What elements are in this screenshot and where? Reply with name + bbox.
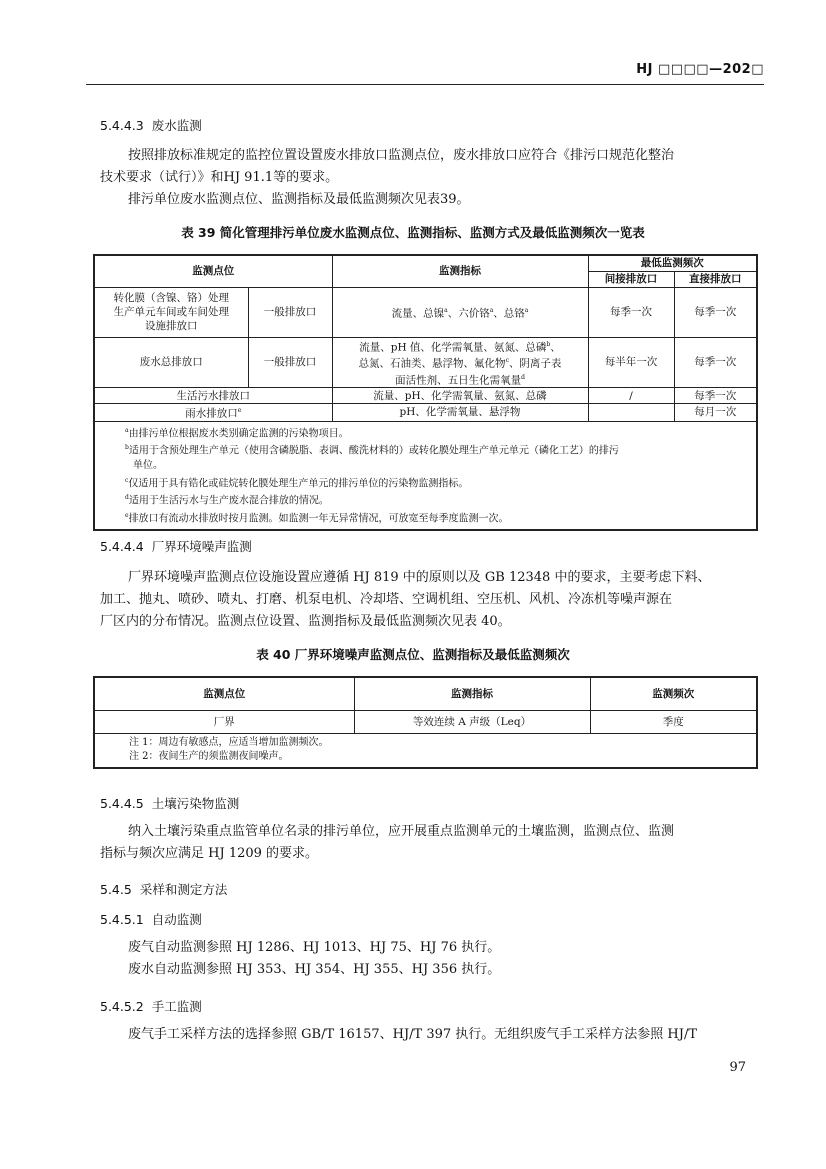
cell-direct: 每月一次 xyxy=(674,404,757,422)
page-number: 97 xyxy=(729,1060,746,1075)
section-heading-5445 xyxy=(100,794,239,812)
cell-direct: 每季一次 xyxy=(674,287,757,337)
paragraph-line: 厂区内的分布情况。监测点位设置、监测指标及最低监测频次见表 40。 xyxy=(100,614,511,629)
paragraph-line: 按照排放标准规定的监控位置设置废水排放口监测点位，废水排放口应符合《排污口规范化整治 xyxy=(128,148,675,163)
section-title: 自动监测 xyxy=(151,912,202,927)
table-row xyxy=(94,388,757,404)
cell-indirect xyxy=(588,404,674,422)
footnote-e: $^e$排放口有流动水排放时按月监测。如监测一年无异常情况，可放宽至每季度监测一次。 xyxy=(125,512,509,525)
paragraph-soil xyxy=(100,821,750,865)
cell-indirect: 每半年一次 xyxy=(588,337,674,388)
col-header-indicator: 监测指标 xyxy=(332,255,588,287)
paragraph-manual-monitoring xyxy=(100,1024,750,1046)
section-heading-5451 xyxy=(100,910,202,928)
section-title: 厂界环境噪声监测 xyxy=(151,539,252,554)
footnote-b: $^b$适用于含预处理生产单元（使用含磷脱脂、表调、酸洗材料的）或转化膜处理生产单元单元（磷化工艺）的排污 单位。 xyxy=(125,444,619,472)
col-header-direct: 直接排放口 xyxy=(674,271,757,287)
paragraph-line: 厂界环境噪声监测点位设施设置应遵循 HJ 819 中的原则以及 GB 12348 中的要求，主要考虑下料、 xyxy=(128,570,711,585)
col-header-indirect: 间接排放口 xyxy=(588,271,674,287)
table-40 xyxy=(93,676,758,769)
footnote-c: $^c$仅适用于具有锆化或硅烷转化膜处理生产单元的排污单位的污染物监测指标。 xyxy=(125,476,469,489)
table-40-notes xyxy=(94,733,757,768)
paragraph-line: 废气自动监测参照 HJ 1286、HJ 1013、HJ 75、HJ 76 执行。 xyxy=(128,940,501,955)
paragraph-line: 排污单位废水监测点位、监测指标及最低监测频次见表39。 xyxy=(128,192,470,207)
note-2: 注 2：夜间生产的须监测夜间噪声。 xyxy=(129,751,289,762)
table-row xyxy=(94,287,757,337)
note-1: 注 1：周边有敏感点，应适当增加监测频次。 xyxy=(129,736,329,748)
cell-indicator xyxy=(332,287,588,337)
footnote-mark: e xyxy=(237,407,242,414)
footnote-mark: c xyxy=(505,357,509,364)
table-row xyxy=(94,337,757,388)
paragraph-line: 纳入土壤污染重点监管单位名录的排污单位，应开展重点监测单元的土壤监测，监测点位、监测 xyxy=(128,824,675,839)
cell-point: 厂界 xyxy=(94,710,354,733)
cell-indicator: pH、化学需氧量、悬浮物 xyxy=(332,404,588,422)
table-39-notes xyxy=(94,421,757,530)
cell-point xyxy=(94,287,248,337)
cell-type: 一般排放口 xyxy=(248,287,332,337)
col-header-freq: 监测频次 xyxy=(590,677,757,710)
paragraph-line: 指标与频次应满足 HJ 1209 的要求。 xyxy=(100,846,319,861)
table-notes-row xyxy=(94,733,757,768)
table-row xyxy=(94,404,757,422)
section-title: 土壤污染物监测 xyxy=(151,796,240,811)
col-header-indicator: 监测指标 xyxy=(354,677,590,710)
footnote-mark: a xyxy=(524,306,529,314)
paragraph-line: 加工、抛丸、喷砂、喷丸、打磨、机泵电机、冷却塔、空调机组、空压机、风机、冷冻机等噪声源在 xyxy=(100,592,673,607)
section-title: 废水监测 xyxy=(151,118,202,133)
cell-indirect: / xyxy=(588,388,674,404)
section-number: 5.4.4.4 xyxy=(100,539,144,554)
cell-direct: 每季一次 xyxy=(674,388,757,404)
paragraph-line: 废水自动监测参照 HJ 353、HJ 354、HJ 355、HJ 356 执行。 xyxy=(128,962,501,977)
paragraph-wastewater-points xyxy=(100,145,750,211)
footnote-mark: a xyxy=(444,306,448,314)
cell-line: 设施排放口 xyxy=(145,320,198,332)
col-header-freq: 最低监测频次 xyxy=(588,255,757,271)
section-heading-5444 xyxy=(100,537,252,555)
table-40-caption: 表 40 厂界环境噪声监测点位、监测指标及最低监测频次 xyxy=(256,647,570,662)
cell-text: 流量、总镍 xyxy=(391,307,445,320)
cell-text: 总氮、石油类、悬浮物、氟化物 xyxy=(358,357,506,370)
cell-indicator: 等效连续 A 声级（Leq） xyxy=(354,710,590,733)
table-39-caption: 表 39 简化管理排污单位废水监测点位、监测指标、监测方式及最低监测频次一览表 xyxy=(181,225,645,240)
footnote-mark: d xyxy=(521,373,525,381)
cell-text: 、总铬 xyxy=(493,307,525,320)
cell-text: 雨水排放口 xyxy=(185,407,238,420)
cell-point: 生活污水排放口 xyxy=(94,388,332,404)
cell-text: 流量、pH 值、化学需氧量、氨氮、总磷 xyxy=(359,341,547,353)
paragraph-line: 技术要求（试行）》和HJ 91.1等的要求。 xyxy=(100,170,339,185)
cell-indicator: 流量、pH、化学需氧量、氨氮、总磷 xyxy=(332,388,588,404)
paragraph-line: 废气手工采样方法的选择参照 GB/T 16157、HJ/T 397 执行。无组织废气手工采样方法参照 HJ/T xyxy=(128,1027,698,1042)
section-number: 5.4.4.5 xyxy=(100,796,144,811)
cell-text: 面活性剂、五日生化需氧量 xyxy=(395,374,522,386)
section-title: 手工监测 xyxy=(151,999,202,1014)
section-number: 5.4.5.2 xyxy=(100,999,144,1014)
header-rule xyxy=(86,84,764,85)
table-notes-row xyxy=(94,421,757,530)
cell-freq: 季度 xyxy=(590,710,757,733)
cell-line: 转化膜（含镍、铬）处理 xyxy=(113,292,229,304)
footnote-d: $^d$适用于生活污水与生产废水混合排放的情况。 xyxy=(125,494,329,507)
footnote-a: $^a$由排污单位根据废水类别确定监测的污染物项目。 xyxy=(125,426,349,439)
cell-text: 、阴离子表 xyxy=(508,357,562,370)
cell-indirect: 每季一次 xyxy=(588,287,674,337)
paragraph-noise xyxy=(100,567,750,633)
col-header-point: 监测点位 xyxy=(94,255,332,287)
section-number: 5.4.5.1 xyxy=(100,912,144,927)
section-number: 5.4.5 xyxy=(100,882,132,897)
section-heading-5452 xyxy=(100,997,202,1015)
cell-text: 、 xyxy=(550,341,561,353)
col-header-point: 监测点位 xyxy=(94,677,354,710)
section-number: 5.4.4.3 xyxy=(100,118,144,133)
cell-line: 生产单元车间或车间处理 xyxy=(113,306,229,318)
paragraph-auto-monitoring xyxy=(100,937,750,981)
cell-type: 一般排放口 xyxy=(248,337,332,388)
section-heading-545 xyxy=(100,880,227,898)
running-head: HJ □□□□—202□ xyxy=(636,62,764,77)
footnote-mark: a xyxy=(489,306,494,314)
section-heading-5443 xyxy=(100,116,202,134)
cell-indicator xyxy=(332,337,588,388)
footnote-mark: b xyxy=(546,340,551,348)
cell-point xyxy=(94,404,332,422)
cell-direct: 每季一次 xyxy=(674,337,757,388)
table-row xyxy=(94,710,757,733)
cell-point: 废水总排放口 xyxy=(94,337,248,388)
section-title: 采样和测定方法 xyxy=(139,882,228,897)
cell-text: 、六价铬 xyxy=(447,307,490,320)
table-39 xyxy=(93,254,758,531)
